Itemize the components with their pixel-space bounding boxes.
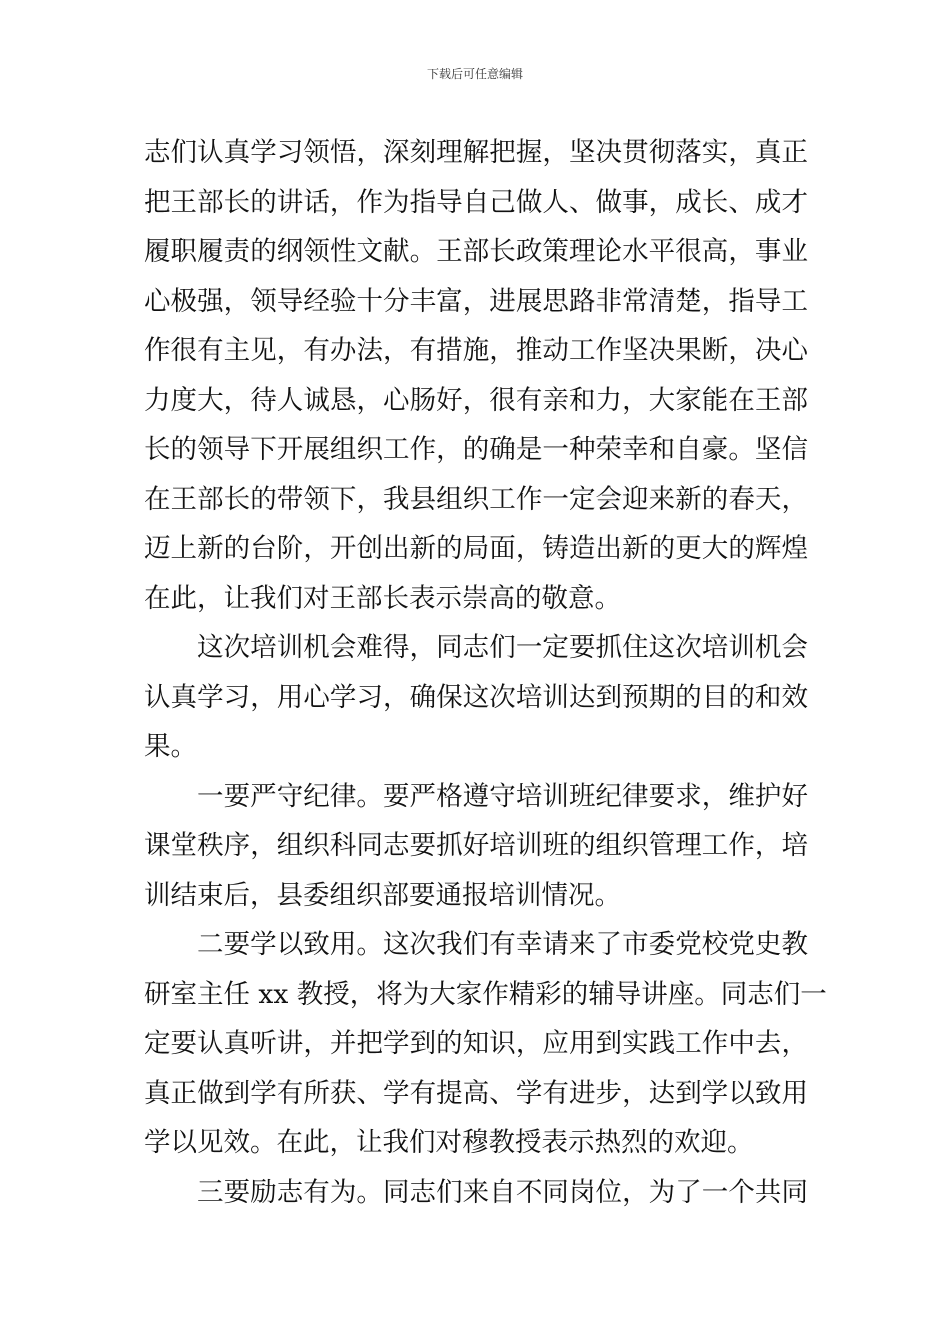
text-line: 在王部长的带领下，我县组织工作一定会迎来新的春天，	[144, 483, 808, 515]
text-line: 作很有主见，有办法，有措施，推动工作坚决果断，决心	[144, 335, 808, 366]
text-line: 心极强，领导经验十分丰富，进展思路非常清楚，指导工	[144, 285, 808, 317]
text-line: 力度大，待人诚恳，心肠好，很有亲和力，大家能在王部	[144, 384, 808, 416]
body-text	[144, 128, 827, 1217]
text-line: 真正做到学有所获、学有提高、学有进步，达到学以致用	[144, 1077, 808, 1109]
text-line: 这次培训机会难得，同志们一定要抓住这次培训机会	[197, 632, 808, 663]
text-line: 一要严守纪律。要严格遵守培训班纪律要求，维护好	[197, 780, 808, 812]
page-header: 下载后可任意编辑	[426, 67, 523, 81]
text-line: 三要励志有为。同志们来自不同岗位，为了一个共同	[197, 1176, 808, 1208]
text-line: 训结束后，县委组织部要通报培训情况。	[144, 879, 621, 911]
text-line: 学以见效。在此，让我们对穆教授表示热烈的欢迎。	[144, 1127, 754, 1158]
text-line: 志们认真学习领悟，深刻理解把握，坚决贯彻落实，真正	[144, 137, 808, 168]
text-line: 认真学习，用心学习，确保这次培训达到预期的目的和效	[144, 681, 808, 713]
text-line: 长的领导下开展组织工作，的确是一种荣幸和自豪。坚信	[144, 434, 808, 465]
text-line: 定要认真听讲，并把学到的知识，应用到实践工作中去，	[144, 1028, 808, 1059]
text-line: 果。	[144, 731, 197, 762]
text-line: 把王部长的讲话，作为指导自己做人、做事，成长、成才	[144, 186, 808, 218]
text-line: 研室主任 xx 教授，将为大家作精彩的辅导讲座。同志们一	[144, 978, 827, 1010]
text-line: 课堂秩序，组织科同志要抓好培训班的组织管理工作，培	[144, 830, 808, 861]
text-line: 在此，让我们对王部长表示崇高的敬意。	[144, 582, 621, 614]
text-line: 二要学以致用。这次我们有幸请来了市委党校党史教	[197, 929, 808, 960]
text-line: 履职履责的纲领性文献。王部长政策理论水平很高，事业	[144, 236, 808, 267]
text-line: 迈上新的台阶，开创出新的局面，铸造出新的更大的辉煌	[144, 533, 808, 564]
